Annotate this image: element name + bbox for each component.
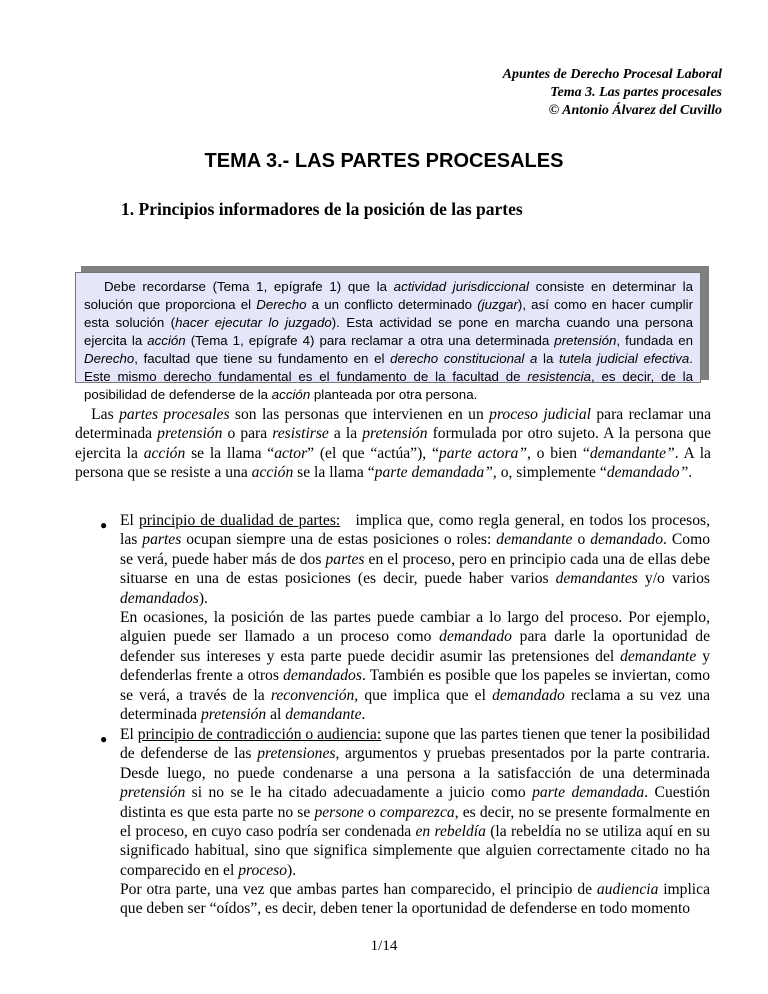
text-run: persone bbox=[314, 803, 364, 821]
text-run: resistencia bbox=[527, 369, 591, 384]
text-run: para reclamar una determinada bbox=[75, 406, 712, 443]
running-header bbox=[503, 66, 722, 120]
text-run: supone que las partes tienen que tener la posibilidad de defenderse de las bbox=[120, 726, 710, 763]
text-run: En ocasiones, la posición de las partes puede cambiar a lo largo del proceso. Por ejemplo, alguien puede ser llamado a un proceso como bbox=[120, 609, 710, 646]
text-run: , facultad que tiene su fundamento en el bbox=[134, 351, 391, 366]
text-run: ” (el que “actúa”), “ bbox=[307, 444, 439, 462]
text-run: partes procesales bbox=[119, 406, 230, 423]
text-run: audiencia bbox=[596, 881, 659, 898]
text-run: acción bbox=[143, 444, 186, 462]
text-run: pretensión bbox=[554, 333, 617, 348]
text-run: ). Esta actividad se pone en marcha cuando una persona ejercita la bbox=[84, 315, 693, 348]
text-run: . bbox=[688, 464, 693, 482]
text-run: principio de dualidad de partes: bbox=[138, 512, 341, 529]
text-run: a un conflicto determinado bbox=[306, 297, 478, 312]
text-run: demandante” bbox=[589, 444, 675, 462]
bullet-icon: ● bbox=[100, 518, 108, 532]
text-run: ). bbox=[287, 861, 297, 879]
paragraph-audiencia bbox=[120, 880, 710, 919]
paragraph-contradiccion bbox=[120, 725, 710, 880]
text-run: . También es posible que los papeles se inviertan, como se verá, a través de la bbox=[120, 667, 710, 704]
text-run: acción bbox=[271, 387, 311, 402]
text-run: resistirse bbox=[272, 425, 329, 443]
text-run: planteada por otra persona. bbox=[310, 387, 478, 402]
text-run: pretensión bbox=[157, 425, 223, 443]
text-run: partes bbox=[142, 531, 182, 549]
text-run: pretensión bbox=[200, 706, 267, 724]
text-run: actor bbox=[274, 444, 308, 462]
header-line: © Antonio Álvarez del Cuvillo bbox=[548, 103, 722, 118]
text-run: . Como se verá, puede haber más de dos bbox=[120, 531, 710, 568]
text-run: actividad jurisdiccional bbox=[393, 279, 529, 294]
text-run: se la llama “ bbox=[185, 444, 275, 462]
text-run: , o bien “ bbox=[527, 444, 590, 462]
paragraph-intro bbox=[75, 405, 711, 483]
text-run: hacer ejecutar lo juzgado bbox=[175, 315, 332, 330]
text-run: demandante bbox=[285, 706, 362, 724]
text-run: Por otra parte, una vez que ambas partes han comparecido, el principio de bbox=[120, 881, 597, 898]
paragraph-dualidad bbox=[120, 511, 710, 608]
text-run: demandado” bbox=[606, 464, 689, 482]
text-run: formulada por otro sujeto. A la persona que ejercita la bbox=[75, 425, 712, 462]
text-run: demandado bbox=[590, 531, 663, 549]
text-run: que implica que el bbox=[358, 686, 493, 704]
text-run: , argumentos y pruebas presentados por la parte contraria. Desde luego, no puede condenarse a una persona a la satisfacción de una determinada bbox=[120, 745, 710, 782]
text-run: , o, simplemente “ bbox=[492, 464, 607, 482]
text-run: demandante bbox=[496, 531, 573, 549]
text-run: , es decir, de la posibilidad de defenderse de la bbox=[84, 369, 694, 402]
text-run: en rebeldía bbox=[415, 823, 486, 841]
text-run: implica que deben ser “oídos”, es decir, deben tener la oportunidad de defenderse en todo momento bbox=[120, 881, 710, 918]
text-run: Derecho bbox=[84, 351, 135, 366]
paragraph-ocasiones bbox=[120, 608, 710, 724]
text-run: demandantes bbox=[555, 570, 638, 588]
text-run: El bbox=[120, 726, 138, 743]
page-title: TEMA 3.- LAS PARTES PROCESALES bbox=[204, 150, 564, 172]
text-run: consiste en determinar la solución que proporciona el bbox=[84, 279, 693, 312]
text-run: demandados bbox=[120, 589, 199, 607]
text-run: tutela judicial efectiva bbox=[559, 351, 690, 366]
text-run: (juzgar bbox=[477, 297, 518, 312]
text-run: se la llama “ bbox=[293, 464, 375, 482]
text-run: demandado bbox=[492, 686, 565, 704]
text-run: pretensión bbox=[120, 784, 186, 802]
text-run: (Tema 1, epígrafe 4) para reclamar a otra una determinada bbox=[185, 333, 555, 348]
text-run: y/o varios bbox=[637, 570, 710, 588]
text-run: principio de contradicción o audiencia: bbox=[137, 726, 382, 743]
text-run: , es decir, no se presente formalmente en el proceso, en cuyo caso podría ser condenada bbox=[120, 803, 710, 841]
text-run: Las bbox=[75, 406, 120, 423]
text-run: comparezca bbox=[379, 803, 455, 821]
text-run: Debe recordarse (Tema 1, epígrafe 1) que la bbox=[84, 279, 394, 294]
header-line: Tema 3. Las partes procesales bbox=[550, 85, 722, 100]
text-run: ocupan siempre una de estas posiciones o roles: bbox=[181, 531, 497, 549]
text-run: ). bbox=[198, 589, 208, 607]
text-run: al bbox=[266, 706, 286, 724]
text-run: . Este mismo derecho fundamental es el fundamento de la facultad de bbox=[84, 351, 693, 384]
text-run: y defenderlas frente a otros bbox=[120, 647, 710, 685]
text-run: a la bbox=[328, 425, 363, 443]
text-run: derecho constitucional a bbox=[390, 351, 538, 366]
text-run: para darle la oportunidad de defender sus intereses y esta parte puede decidir asumir las pretensiones del bbox=[120, 628, 710, 665]
text-run: (la rebeldía no se utiliza aquí en su significado habitual, sino que significa simplemente que alguien correctamente citado no ha comparecido en el bbox=[120, 823, 710, 879]
text-run: pretensiones bbox=[257, 745, 336, 763]
text-run: la bbox=[537, 351, 559, 366]
header-line: Apuntes de Derecho Procesal Laboral bbox=[502, 67, 722, 82]
text-run: Derecho bbox=[256, 297, 307, 312]
text-run: o bbox=[572, 531, 591, 549]
text-run: reconvención, bbox=[270, 686, 359, 704]
text-run: . A la persona que se resiste a una bbox=[75, 444, 711, 482]
text-run: ), así como en hacer cumplir esta solución ( bbox=[84, 297, 694, 330]
text-run: demandado bbox=[439, 628, 512, 646]
text-run: en el proceso, pero en principio cada una de ellas debe situarse en una de estas posiciones (es decir, puede haber varios bbox=[120, 550, 710, 588]
text-run: parte actora” bbox=[438, 444, 527, 462]
page-number: 1/14 bbox=[370, 938, 398, 954]
text-run: , fundada en bbox=[616, 333, 693, 348]
text-run: o para bbox=[222, 425, 273, 443]
note-box bbox=[75, 272, 701, 402]
text-run: . bbox=[361, 706, 366, 724]
text-run: son las personas que intervienen en un bbox=[229, 406, 490, 423]
text-run: si no se le ha citado adecuadamente a juicio como bbox=[185, 784, 533, 802]
text-run: parte demandada bbox=[532, 784, 645, 802]
text-run: o bbox=[363, 803, 380, 821]
section-heading: 1. Principios informadores de la posición de las partes bbox=[121, 199, 523, 219]
text-run: partes bbox=[325, 550, 365, 568]
text-run: demandante bbox=[620, 647, 697, 665]
text-run: proceso bbox=[238, 861, 287, 879]
text-run: parte demandada” bbox=[374, 464, 493, 482]
text-run: . Cuestión distinta es que esta parte no se bbox=[120, 784, 710, 821]
text-run: demandados bbox=[283, 667, 362, 685]
text-run: reclama a su vez una determinada bbox=[120, 686, 710, 724]
text-run: acción bbox=[147, 333, 186, 348]
text-run: proceso judicial bbox=[489, 406, 591, 423]
text-run: El bbox=[120, 512, 139, 529]
bullet-icon: ● bbox=[100, 732, 108, 746]
text-run: implica que, como regla general, en todos los procesos, las bbox=[120, 512, 710, 549]
text-run: pretensión bbox=[362, 425, 428, 443]
text-run: acción bbox=[251, 464, 294, 482]
